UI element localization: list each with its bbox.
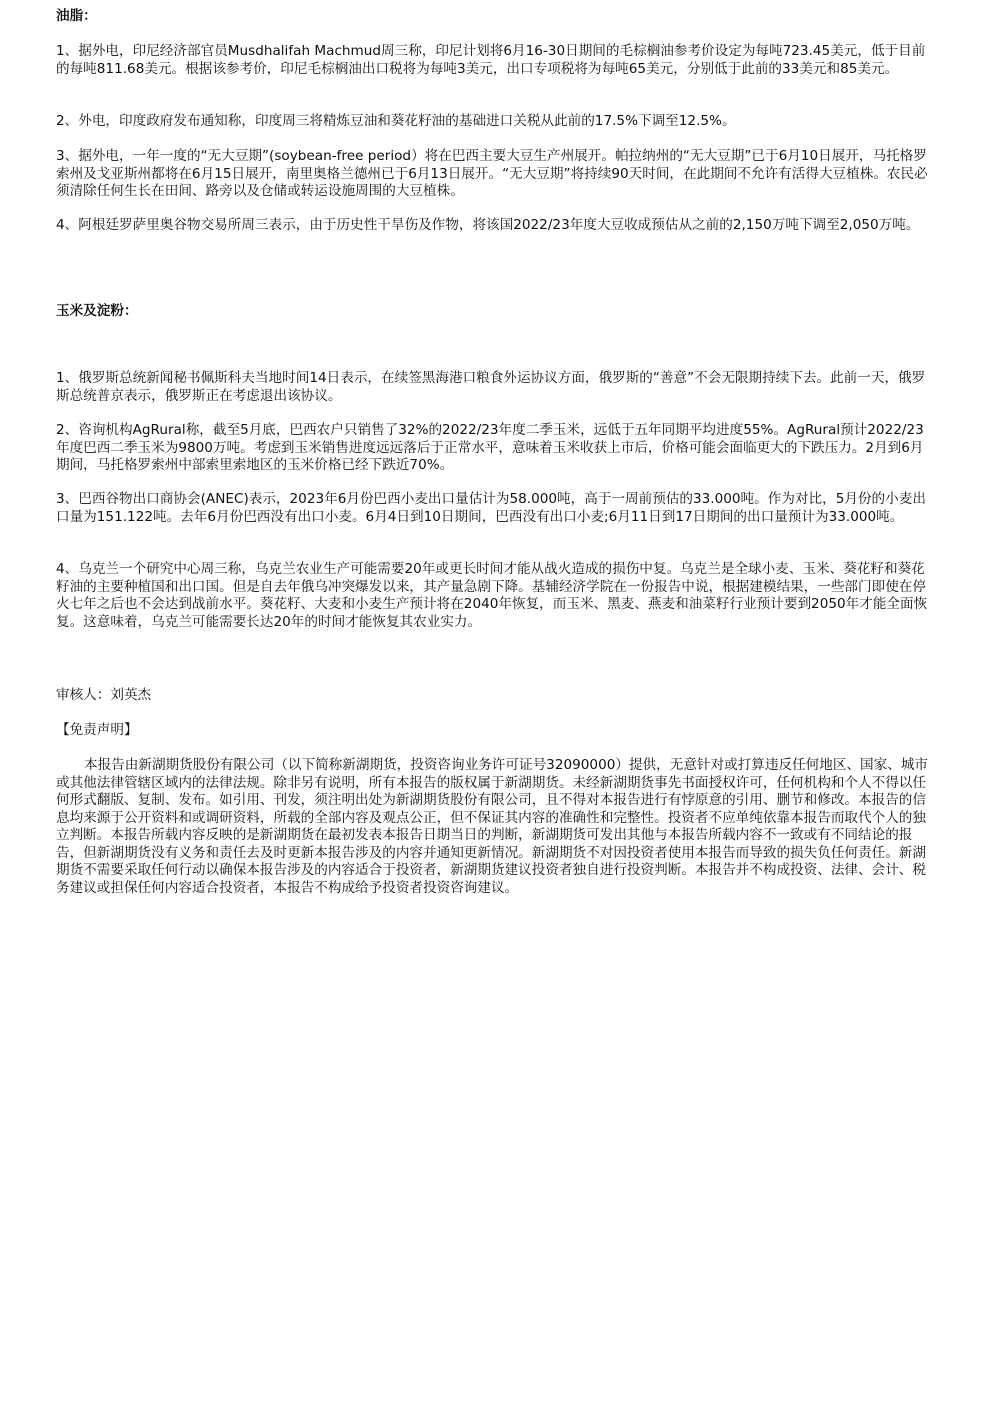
section-heading-oils: 油脂： — [56, 8, 97, 24]
oils-item-2: 2、外电，印度政府发布通知称，印度周三将精炼豆油和葵花籽油的基础进口关税从此前的17.5%下调至12.5%。 — [56, 113, 736, 129]
oils-item-3: 3、据外电，一年一度的“无大豆期”(soybean-free period）将在巴西主要大豆生产州展开。帕拉纳州的“无大豆期”已于6月10日展开，马托格罗索州及戈亚斯州都将在6月15日展开，南里奥格兰德州已于6月13日展开。“无大豆期”将持续90天时间，在此期间不允许有活得大豆植株。农民必须清除任何生长在田间、路旁以及仓储或转运设施周围的大豆植株。 — [56, 148, 928, 199]
oils-item-1: 1、据外电，印尼经济部官员Musdhalifah Machmud周三称，印尼计划将6月16-30日期间的毛棕榈油参考价设定为每吨723.45美元，低于目前的每吨811.68美元。根据该参考价，印尼毛棕榈油出口税将为每吨3美元，出口专项税将为每吨65美元，分别低于此前的33美元和85美元。 — [56, 43, 926, 77]
disclaimer-body: 本报告由新湖期货股份有限公司（以下简称新湖期货，投资咨询业务许可证号32090000）提供，无意针对或打算违反任何地区、国家、城市或其他法律管辖区域内的法律法规。除非另有说明，所有本报告的版权属于新湖期货。未经新湖期货事先书面授权许可，任何机构和个人不得以任何形式翻版、复制、发布。如引用、刊发，须注明出处为新湖期货股份有限公司，且不得对本报告进行有悖原意的引用、删节和修改。本报告的信息均来源于公开资料和或调研资料，所载的全部内容及观点公正，但不保证其内容的准确性和完整性。投资者不应单纯依靠本报告而取代个人的独立判断。本报告所载内容反映的是新湖期货在最初发表本报告日期当日的判断，新湖期货可发出其他与本报告所载内容不一致或有不同结论的报告，但新湖期货没有义务和责任去及时更新本报告涉及的内容并通知更新情况。新湖期货不对因投资者使用本报告而导致的损失负任何责任。新湖期货不需要采取任何行动以确保本报告涉及的内容适合于投资者，新湖期货建议投资者独自进行投资判断。本报告并不构成投资、法律、会计、税务建议或担保任何内容适合投资者，本报告不构成给予投资者投资咨询建议。 — [56, 757, 929, 896]
section-heading-corn: 玉米及淀粉： — [56, 303, 138, 319]
oils-item-4: 4、阿根廷罗萨里奥谷物交易所周三表示，由于历史性干旱伤及作物，将该国2022/23年度大豆收成预估从之前的2,150万吨下调至2,050万吨。 — [56, 217, 920, 233]
corn-item-3: 3、巴西谷物出口商协会(ANEC)表示，2023年6月份巴西小麦出口量估计为58.000吨，高于一周前预估的33.000吨。作为对比，5月份的小麦出口量为151.122吨。去年6月份巴西没有出口小麦。6月4日到10日期间，巴西没有出口小麦;6月11日到17日期间的出口量预计为33.000吨。 — [56, 491, 926, 525]
reviewer-line: 审核人：刘英杰 — [56, 687, 152, 703]
corn-item-1: 1、俄罗斯总统新闻秘书佩斯科夫当地时间14日表示，在续签黑海港口粮食外运协议方面，俄罗斯的“善意”不会无限期持续下去。此前一天，俄罗斯总统普京表示，俄罗斯正在考虑退出该协议。 — [56, 370, 926, 404]
corn-item-2: 2、咨询机构AgRural称，截至5月底，巴西农户只销售了32%的2022/23年度二季玉米，远低于五年同期平均进度55%。AgRural预计2022/23年度巴西二季玉米为9800万吨。考虑到玉米销售进度远远落后于正常水平，意味着玉米收获上市后，价格可能会面临更大的下跌压力。2月到6月期间，马托格罗索州中部索里索地区的玉米价格已经下跌近70%。 — [56, 422, 924, 473]
corn-item-4: 4、乌克兰一个研究中心周三称，乌克兰农业生产可能需要20年或更长时间才能从战火造成的损伤中复。乌克兰是全球小麦、玉米、葵花籽和葵花籽油的主要种植国和出口国。但是自去年俄乌冲突爆发以来，其产量急剧下降。基辅经济学院在一份报告中说，根据建模结果，一些部门即使在停火七年之后也不会达到战前水平。葵花籽、大麦和小麦生产预计将在2040年恢复，而玉米、黑麦、燕麦和油菜籽行业预计要到2050年才能全面恢复。这意味着，乌克兰可能需要长达20年的时间才能恢复其农业实力。 — [56, 561, 928, 630]
disclaimer-title: 【免责声明】 — [56, 722, 138, 738]
